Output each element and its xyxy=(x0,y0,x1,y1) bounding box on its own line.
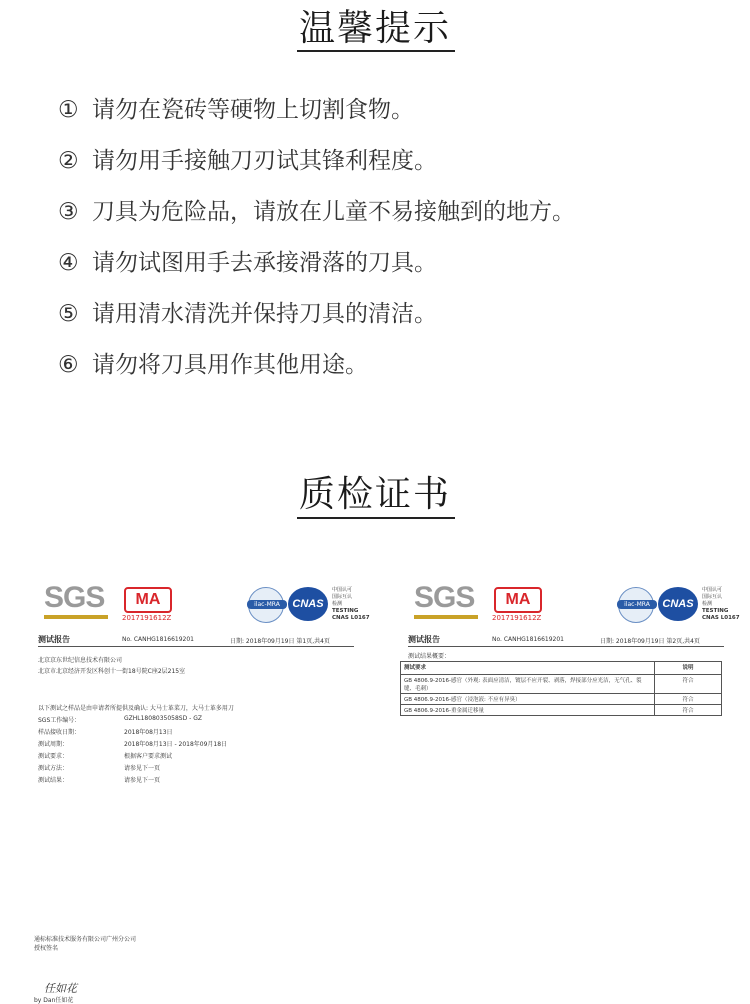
cnas-info-line: 国际互认 xyxy=(702,594,723,600)
cnas-info-line: CNAS L0167 xyxy=(332,615,370,621)
test-result: 符合 xyxy=(655,694,722,705)
tip-item xyxy=(58,90,575,141)
signature-footer: by Dan任如花 xyxy=(34,997,74,1004)
cma-number: 2017191612Z xyxy=(492,614,542,622)
report-number: No. CANHG1816619201 xyxy=(122,636,194,643)
cma-number: 2017191612Z xyxy=(122,614,172,622)
summary-label: 测试结果概要： xyxy=(408,653,451,660)
table-row xyxy=(401,675,722,694)
field-value: 请参见下一页 xyxy=(124,765,161,772)
tip-number: ② xyxy=(58,148,79,174)
sgs-logo-bar xyxy=(414,615,478,619)
field-row xyxy=(38,751,173,760)
tip-number: ① xyxy=(58,97,79,123)
field-value: GZHL1808035058SD - GZ xyxy=(124,715,202,722)
tips-list xyxy=(58,90,575,396)
tip-text: 请勿试图用手去承接滑落的刀具。 xyxy=(92,250,437,276)
field-value: 根据客户要求测试 xyxy=(124,753,173,760)
report-date: 日期: 2018年09月19日 第2页,共4页 xyxy=(600,638,700,645)
cert-title: 质检证书 xyxy=(298,474,451,515)
tips-title-underline xyxy=(297,50,455,52)
tip-item xyxy=(58,243,575,294)
ilac-mra-logo xyxy=(248,587,284,623)
table-row xyxy=(401,705,722,716)
tip-number: ⑥ xyxy=(58,352,79,378)
cnas-info-line: TESTING xyxy=(332,608,359,614)
cnas-info-line: CNAS L0167 xyxy=(702,615,740,621)
field-row xyxy=(38,715,202,724)
issuer-footer xyxy=(34,935,136,953)
cnas-info-line: TESTING xyxy=(702,608,729,614)
field-key: 测试要求： xyxy=(38,753,69,760)
certificate-page-2 xyxy=(400,575,740,1000)
tip-number: ④ xyxy=(58,250,79,276)
field-row xyxy=(38,739,228,748)
report-number: No. CANHG1816619201 xyxy=(492,636,564,643)
field-value: 请参见下一页 xyxy=(124,777,161,784)
tip-item xyxy=(58,294,575,345)
handwritten-signature: 任如花 xyxy=(44,982,77,995)
sample-intro: 以下测试之样品是由申请者所提供及确认: 大马士革菜刀，大马士革多用刀 xyxy=(38,705,234,712)
report-title: 测试报告 xyxy=(408,635,440,644)
cnas-logo: CNAS xyxy=(288,587,328,621)
certificate-page-1 xyxy=(30,575,370,1004)
cnas-info-line: 中国认可 xyxy=(702,587,723,593)
header-divider xyxy=(38,646,354,647)
ilac-mra-logo xyxy=(618,587,654,623)
cnas-info-line: 中国认可 xyxy=(332,587,353,593)
tip-text: 请勿将刀具用作其他用途。 xyxy=(92,352,368,378)
tip-text: 请勿在瓷砖等硬物上切割食物。 xyxy=(92,97,414,123)
tips-title: 温馨提示 xyxy=(298,8,451,49)
sgs-logo: SGS xyxy=(44,581,105,614)
tip-text: 请用清水清洗并保持刀具的清洁。 xyxy=(92,301,437,327)
cma-logo: MA xyxy=(124,587,172,613)
tip-item xyxy=(58,141,575,192)
authorized-signature-label: 授权签名 xyxy=(34,945,59,952)
report-date: 日期: 2018年09月19日 第1页,共4页 xyxy=(230,638,330,645)
cma-logo: MA xyxy=(494,587,542,613)
sgs-logo: SGS xyxy=(414,581,475,614)
client-address: 北京市北京经济开发区科创十一街18号院C座2层215室 xyxy=(38,668,186,675)
header-divider xyxy=(408,646,724,647)
cnas-info xyxy=(332,587,370,622)
cnas-logo: CNAS xyxy=(658,587,698,621)
field-row xyxy=(38,775,161,784)
tip-number: ⑤ xyxy=(58,301,79,327)
column-header: 说明 xyxy=(655,662,722,675)
client-company: 北京京东世纪信息技术有限公司 xyxy=(38,657,123,664)
cnas-info xyxy=(702,587,740,622)
cnas-info-line: 检测 xyxy=(332,601,343,607)
test-requirement: GB 4806.9-2016-感官（浸泡液: 不应有异臭） xyxy=(401,694,655,705)
field-key: 测试方法： xyxy=(38,765,69,772)
tip-text: 请勿用手接触刀刃试其锋利程度。 xyxy=(92,148,437,174)
table-row xyxy=(401,694,722,705)
field-value: 2018年08月13日 xyxy=(124,729,173,736)
field-key: 测试周期： xyxy=(38,741,69,748)
sgs-logo-bar xyxy=(44,615,108,619)
field-key: 样品接收日期： xyxy=(38,729,81,736)
tip-number: ③ xyxy=(58,199,79,225)
cert-title-underline xyxy=(297,517,455,519)
tip-text: 刀具为危险品，请放在儿童不易接触到的地方。 xyxy=(92,199,575,225)
tip-item xyxy=(58,192,575,243)
cnas-info-line: 检测 xyxy=(702,601,713,607)
test-requirement: GB 4806.9-2016-感官（外观: 表面应清洁，镀层不应开裂、剥落，焊接部分应光洁，无气孔、裂缝、毛刺） xyxy=(401,675,655,694)
field-row xyxy=(38,763,161,772)
field-key: 测试结果： xyxy=(38,777,69,784)
field-row xyxy=(38,727,173,736)
test-results-table xyxy=(400,661,722,716)
report-title: 测试报告 xyxy=(38,635,70,644)
issuer-company: 通标标准技术服务有限公司广州分公司 xyxy=(34,936,137,943)
column-header: 测试要求 xyxy=(401,662,655,675)
cnas-info-line: 国际互认 xyxy=(332,594,353,600)
field-value: 2018年08月13日 - 2018年09月18日 xyxy=(124,741,228,748)
tip-item xyxy=(58,345,575,396)
test-result: 符合 xyxy=(655,705,722,716)
table-header-row xyxy=(401,662,722,675)
test-requirement: GB 4806.9-2016-重金属迁移量 xyxy=(401,705,655,716)
ilac-mra-label: ilac-MRA xyxy=(247,600,287,609)
test-result: 符合 xyxy=(655,675,722,694)
ilac-mra-label: ilac-MRA xyxy=(617,600,657,609)
field-key: SGS工作编号： xyxy=(38,717,81,724)
